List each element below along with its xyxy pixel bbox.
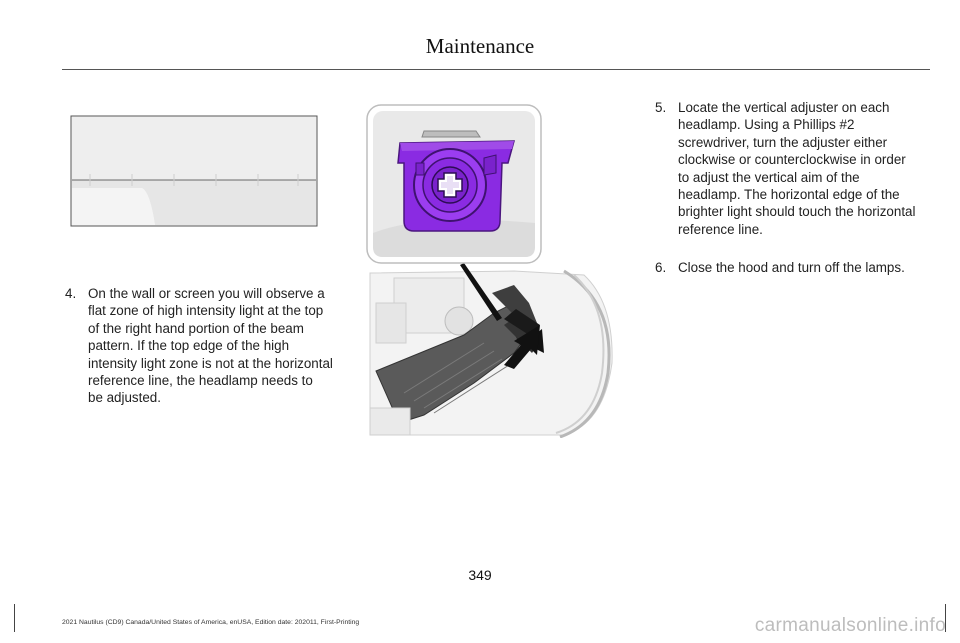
step-text-line: pattern. If the top edge of the high: [88, 338, 290, 354]
step-text-line: flat zone of high intensity light at the top: [88, 303, 324, 319]
step-6: [655, 259, 945, 279]
step-text-line: reference line.: [678, 221, 763, 237]
beam-pattern-icon: [70, 114, 322, 234]
page-number: 349: [468, 567, 492, 583]
step-text-line: headlamp. Using a Phillips #2: [678, 117, 855, 133]
step-text-line: Locate the vertical adjuster on each: [678, 100, 890, 115]
step-text-line: reference line, the headlamp needs to: [88, 373, 313, 389]
adjuster-figure: [364, 103, 616, 438]
step-text-line: screwdriver, turn the adjuster either: [678, 134, 888, 150]
step-5: [655, 99, 945, 244]
edition-line: 2021 Nautilus (CD9) Canada/United States of America, enUSA, Edition date: 202011, First-Printing: [62, 619, 360, 626]
beam-pattern-figure: [70, 114, 322, 234]
step-4: [65, 285, 345, 410]
step-text-line: On the wall or screen you will observe a: [88, 286, 325, 301]
step-text-line: of the right hand portion of the beam: [88, 320, 304, 336]
step-text-line: intensity light zone is not at the horizontal: [88, 355, 333, 371]
watermark-link[interactable]: carmanualsonline.info: [754, 615, 946, 636]
crop-mark-left: [14, 604, 15, 632]
step-text-line: Close the hood and turn off the lamps.: [678, 260, 905, 275]
step-text-line: brighter light should touch the horizontal: [678, 204, 916, 220]
step-text-line: headlamp. The horizontal edge of the: [678, 187, 900, 203]
step-text-line: be adjusted.: [88, 390, 161, 406]
headlamp-adjuster-icon: [364, 103, 616, 438]
page-title: Maintenance: [425, 34, 535, 58]
step-number: 6.: [655, 260, 667, 275]
step-number: 4.: [65, 286, 77, 301]
step-text-line: clockwise or counterclockwise in order: [678, 152, 906, 168]
header-divider: [62, 69, 930, 70]
step-text-line: to adjust the vertical aim of the: [678, 169, 860, 185]
step-number: 5.: [655, 100, 667, 115]
